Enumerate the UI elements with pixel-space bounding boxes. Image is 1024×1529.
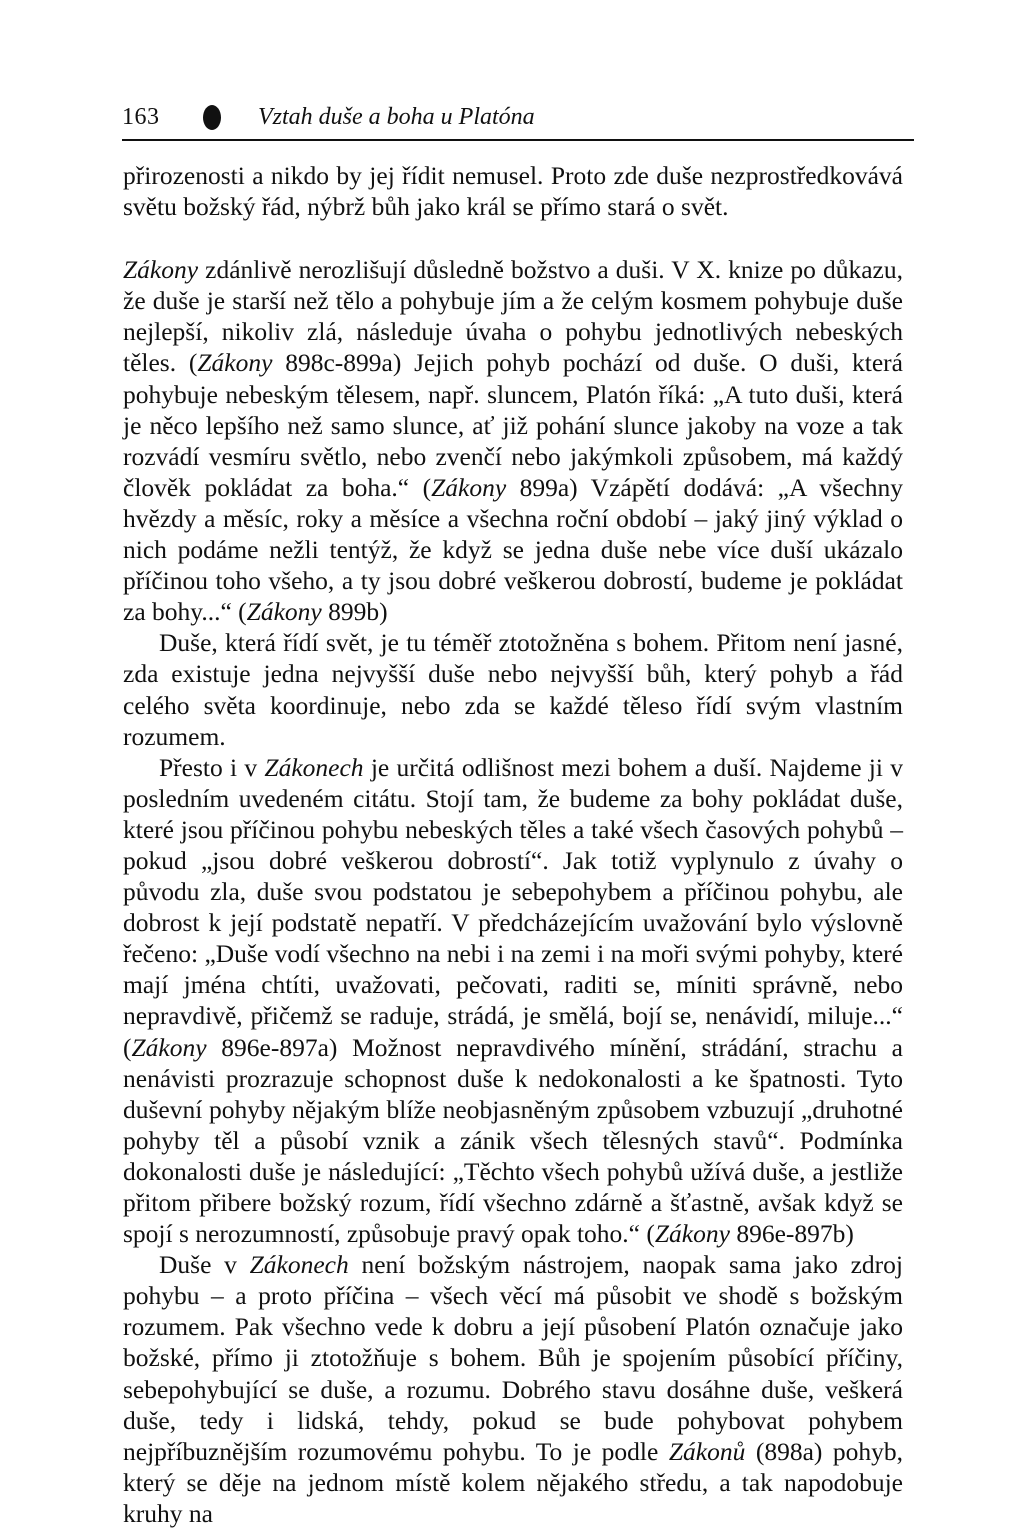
text-run: není božským nástrojem, naopak sama jako zdroj pohybu – a proto příčina – všech věcí má působit ve shodě s božským rozumem. Pak všechno vede k dobru a její působení Platón označuje jako božské, přímo ji ztotožňuje s bohem. Bůh je spojením působící příčiny, sebepohybující se duše, a rozumu. Dobrého stavu dosáhne duše, veškerá duše, tedy i lidská, tehdy, pokud se bude pohybovat pohybem nejpříbuznějším rozumovému pohybu. To je podle — [123, 1250, 903, 1466]
paragraph-2 — [123, 254, 903, 627]
text-run: Duše v — [159, 1250, 250, 1280]
text-run: zdánlivě nerozlišují důsledně božstvo a duši. V X. knize po důkazu, že duše je starší než tělo a pohybuje jím a že celým kosmem pohybuje duše nejlepší, nikoliv zlá, následuje úvaha o pohybu jednotlivých nebeských těles. ( — [123, 255, 903, 378]
running-head — [122, 100, 914, 140]
book-title: Zákony — [123, 255, 199, 285]
book-title: Zákony — [431, 472, 507, 502]
header-rule — [122, 139, 914, 141]
page-number: 163 — [122, 104, 160, 130]
text-run: 896e-897b) — [729, 1219, 854, 1249]
book-title: Zákonů — [668, 1436, 746, 1466]
paragraph-5 — [123, 1249, 903, 1529]
text-run: (898a) pohyb, který se děje na jednom místě kolem nějakého středu, a tak napodobuje kruhy na — [123, 1436, 903, 1528]
paragraph-3: Duše, která řídí svět, je tu téměř ztotožněna s bohem. Přitom není jasné, zda existuje jedna nejvyšší duše nebo nejvyšší bůh, který pohyb a řád celého světa koordinuje, nebo zda se každé těleso řídí svým vlastním rozumem. — [123, 628, 903, 751]
book-title: Zákony — [654, 1219, 730, 1249]
paragraph-1: přirozenosti a nikdo by jej řídit nemusel. Proto zde duše nezprostředkovává světu božský řád, nýbrž bůh jako král se přímo stará o svět. — [123, 161, 903, 222]
paragraph-4 — [123, 752, 903, 1250]
text-run: 896e-897a) Možnost nepravdivého mínění, strádání, strachu a nenávisti prozrazuje schopnost duše k nedokonalosti a ke špatnosti. Tyto duševní pohyby nějakým blíže neobjasněným způsobem vzbuzují „druhotné pohyby těl a působí vznik a zánik všech tělesných stavů“. Podmínka dokonalosti duše je následující: „Těchto všech pohybů užívá duše, a jestliže přitom přibere božský rozum, řídí všechno zdárně a šťastně, avšak když se spojí s nerozumností, způsobuje pravý opak toho.“ ( — [123, 1032, 903, 1249]
text-run: 898c-899a) Jejich pohyb pochází od duše. O duši, která pohybuje nebeským tělesem, např. sluncem, Platón říká: „A tuto duši, která je něco lepšího než samo slunce, ať již pohání slunce jakoby na voze a tak rozvádí vesmíru světlo, nebo zvenčí nebo jakýmkoli způsobem, má každý člověk pokládat za boha.“ ( — [123, 348, 903, 502]
body-text — [123, 160, 903, 1529]
text-run: 899b) — [321, 597, 388, 627]
text-run: je určitá odlišnost mezi bohem a duší. Najdeme ji v posledním uvedeném citátu. Stojí tam, že budeme za bohy pokládat duše, které jsou příčinou pohybu nebeských těles a také všech časových pohybů – pokud „jsou dobré veškerou dobrostí“. Jak totiž vyplynulo z úvahy o původu zla, duše svou podstatou je sebepohybem a příčinou pohybu, ale dobrost k její podstatě nepatří. V předcházejícím uvažování bylo výslovně řečeno: „Duše vodí všechno na nebi i na zemi i na moři svými pohyby, které mají jména chtíti, uvažovati, pečovati, raditi se, míniti správně, nebo nepravdivě, přičemž se raduje, strádá, je smělá, bojí se, nenávidí, miluje...“ ( — [123, 752, 903, 1062]
bullet-dot-icon — [203, 105, 221, 130]
book-title: Zákony — [131, 1032, 207, 1062]
book-title: Zákony — [197, 348, 273, 378]
book-title: Zákony — [246, 597, 322, 627]
book-title: Zákonech — [264, 752, 364, 782]
book-title: Zákonech — [249, 1250, 349, 1280]
running-title: Vztah duše a boha u Platóna — [258, 104, 535, 130]
text-run: Přesto i v — [159, 752, 265, 782]
text-run: 899a) Vzápětí dodává: „A všechny hvězdy a měsíc, roky a měsíce a všechna roční období – jaký jiný výklad o nich podáme nežli tentýž, že když se jedna duše nebe více duší ukázalo příčinou toho všeho, a ty jsou dobré veškerou dobrostí, budeme je pokládat za bohy...“ ( — [123, 472, 903, 627]
